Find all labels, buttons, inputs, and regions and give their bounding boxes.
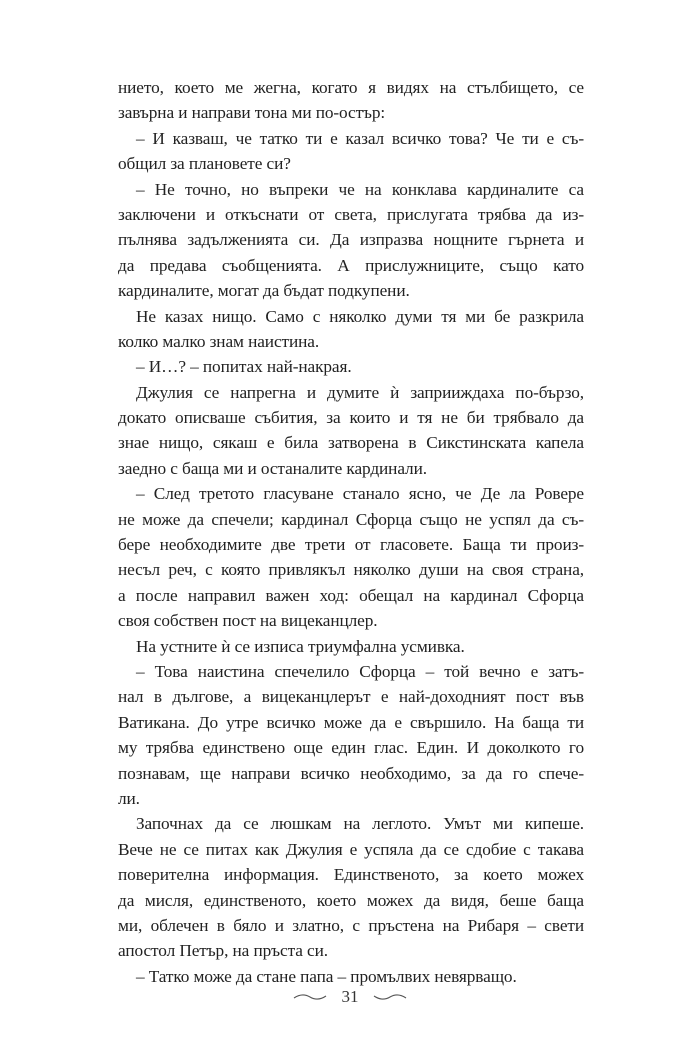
text-line: да мисля, единственото, което можех да видя, беше баща [118,890,584,910]
text-line: заедно с баща ми и останалите кардинали. [118,458,427,478]
text-line: – И казваш, че татко ти е казал всичко това? Че ти е съ- [136,128,584,148]
text-line: ми, облечен в бяло и златно, с пръстена на Рибаря – свети [118,915,584,935]
text-line: – И…? – попитах най-накрая. [136,357,352,377]
text-line: нал в дългове, а вицеканцлерът е най-доходният пост във [118,687,584,707]
text-line: поверителна информация. Единственото, за което можех [118,865,584,885]
text-line: да предава съобщенията. А прислужниците, също като [118,255,584,275]
page-footer [0,986,700,1007]
text-line: Започнах да се люшкам на леглото. Умът ми кипеше. [136,814,584,834]
left-ornament-icon [293,993,327,1001]
text-line: апостол Петър, на пръста си. [118,941,328,961]
text-line: – Не точно, но въпреки че на конклава кардиналите са [136,179,584,199]
text-line: колко малко знам наистина. [118,331,320,351]
text-line: Не казах нищо. Само с няколко думи тя ми бе разкрила [136,306,584,326]
page-number: 31 [341,987,359,1007]
text-line: пълнява задълженията си. Да изпразва нощните гърнета и [118,230,584,250]
text-line: бере необходимите две трети от гласовете. Баща ти произ- [118,535,584,555]
text-line: общил за плановете си? [118,154,291,174]
text-line: своя собствен пост на вицеканцлер. [118,611,378,631]
text-line: Ватикана. До утре всичко може да е свършило. На баща ти [118,712,584,732]
text-line: На устните ѝ се изписа триумфална усмивка. [136,636,465,656]
right-ornament-icon [373,993,407,1001]
text-line: Джулия се напрегна и думите ѝ заприиждаха по-бързо, [136,382,584,402]
text-line: докато описваше събития, за които и тя не би трябвало да [118,408,584,428]
text-line: а после направил важен ход: обещал на кардинал Сфорца [118,585,584,605]
text-line: познавам, ще направи всичко необходимо, за да го спече- [118,763,584,783]
text-line: – След третото гласуване станало ясно, че Де ла Ровере [136,484,584,504]
text-line: ли. [118,788,140,808]
text-line: – Това наистина спечелило Сфорца – той вечно е затъ- [136,661,584,681]
text-line: нието, което ме жегна, когато я видях на стълбището, се [118,78,584,97]
body-text [118,75,584,989]
text-line: заключени и откъснати от света, прислугата трябва да из- [118,204,584,224]
text-line: завърна и направи тона ми по-остър: [118,103,386,123]
text-line: му трябва единствено още един глас. Един. И доколкото го [118,738,584,758]
text-line: знае нищо, сякаш е била затворена в Сикстинската капела [118,433,584,453]
text-line: несъл реч, с която привлякъл няколко души на своя страна, [118,560,584,580]
text-line: Вече не се питах как Джулия е успяла да се сдобие с такава [118,839,584,859]
text-line: не може да спечели; кардинал Сфорца също не успял да съ- [118,509,584,529]
text-line: – Татко може да стане папа – промълвих невярващо. [136,966,517,986]
text-line: кардиналите, могат да бъдат подкупени. [118,281,410,301]
